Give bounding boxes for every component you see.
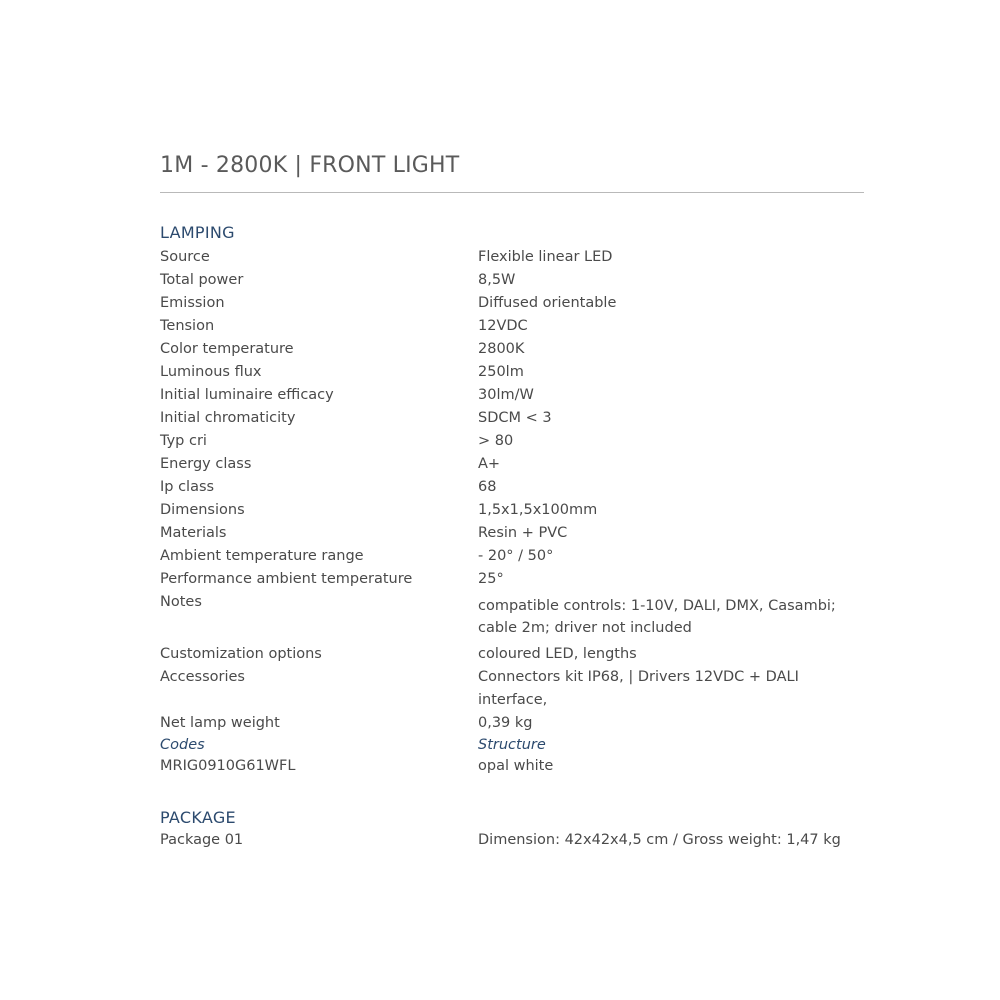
- spec-row-emission: [160, 292, 864, 315]
- spec-value: coloured LED, lengths: [478, 646, 637, 662]
- codes-block: [160, 737, 295, 774]
- spec-label: Customization options: [160, 646, 322, 662]
- structure-block: [478, 737, 553, 774]
- spec-row-luminous-flux: [160, 361, 864, 384]
- spec-row-tension: [160, 315, 864, 338]
- spec-row-dimensions: [160, 499, 864, 522]
- spec-label: Initial chromaticity: [160, 410, 296, 426]
- title-divider: [160, 192, 864, 193]
- spec-row-notes: [160, 591, 864, 643]
- codes-heading: Codes: [160, 737, 205, 753]
- page-title: 1M - 2800K | FRONT LIGHT: [160, 153, 460, 178]
- structure-value: opal white: [478, 758, 554, 774]
- spec-row-customization: [160, 643, 864, 666]
- spec-value: 0,39 kg: [478, 715, 533, 731]
- spec-label: Dimensions: [160, 502, 245, 518]
- spec-row-total-power: [160, 269, 864, 292]
- spec-row-color-temperature: [160, 338, 864, 361]
- spec-value: 1,5x1,5x100mm: [478, 502, 598, 518]
- structure-heading: Structure: [478, 737, 546, 753]
- spec-row-ip-class: [160, 476, 864, 499]
- spec-row-cri: [160, 430, 864, 453]
- spec-label: Source: [160, 249, 210, 265]
- spec-label: Accessories: [160, 669, 245, 685]
- spec-value: Resin + PVC: [478, 525, 568, 541]
- spec-row-source: [160, 246, 864, 269]
- spec-label: Ip class: [160, 479, 215, 495]
- package-label: Package 01: [160, 832, 244, 848]
- spec-row-performance-temperature: [160, 568, 864, 591]
- spec-label: Tension: [160, 318, 215, 334]
- spec-label: Net lamp weight: [160, 715, 280, 731]
- lamping-heading: LAMPING: [160, 223, 235, 242]
- spec-label: Energy class: [160, 456, 252, 472]
- spec-label: Performance ambient temperature: [160, 571, 413, 587]
- spec-label: Notes: [160, 594, 202, 610]
- spec-row-chromaticity: [160, 407, 864, 430]
- spec-row-ambient-temperature-range: [160, 545, 864, 568]
- spec-value: 2800K: [478, 341, 525, 357]
- product-code: MRIG0910G61WFL: [160, 758, 296, 774]
- package-value: Dimension: 42x42x4,5 cm / Gross weight: 1,47 kg: [478, 832, 841, 848]
- spec-value: SDCM < 3: [478, 410, 552, 426]
- spec-value: 8,5W: [478, 272, 516, 288]
- spec-value: 25°: [478, 571, 504, 587]
- spec-row-materials: [160, 522, 864, 545]
- spec-value: Diffused orientable: [478, 295, 617, 311]
- spec-value: 30lm/W: [478, 387, 534, 403]
- spec-value: A+: [478, 456, 501, 472]
- spec-label: Luminous flux: [160, 364, 262, 380]
- spec-row-energy-class: [160, 453, 864, 476]
- spec-value: - 20° / 50°: [478, 548, 554, 564]
- spec-label: Typ cri: [160, 433, 207, 449]
- spec-value: 68: [478, 479, 497, 495]
- spec-label: Initial luminaire efficacy: [160, 387, 334, 403]
- spec-value: 12VDC: [478, 318, 528, 334]
- spec-row-efficacy: [160, 384, 864, 407]
- spec-value: compatible controls: 1-10V, DALI, DMX, Casambi; cable 2m; driver not included: [478, 598, 836, 636]
- spec-value: 250lm: [478, 364, 524, 380]
- spec-row-accessories: [160, 666, 864, 712]
- package-heading: PACKAGE: [160, 808, 236, 827]
- spec-value: Flexible linear LED: [478, 249, 613, 265]
- spec-row-net-lamp-weight: [160, 712, 864, 735]
- lamping-spec-table: [160, 246, 864, 735]
- spec-label: Ambient temperature range: [160, 548, 364, 564]
- spec-label: Color temperature: [160, 341, 294, 357]
- spec-value: Connectors kit IP68, | Drivers 12VDC + DALI interface,: [478, 669, 799, 708]
- spec-label: Total power: [160, 272, 244, 288]
- spec-label: Emission: [160, 295, 225, 311]
- spec-label: Materials: [160, 525, 227, 541]
- spec-value: > 80: [478, 433, 514, 449]
